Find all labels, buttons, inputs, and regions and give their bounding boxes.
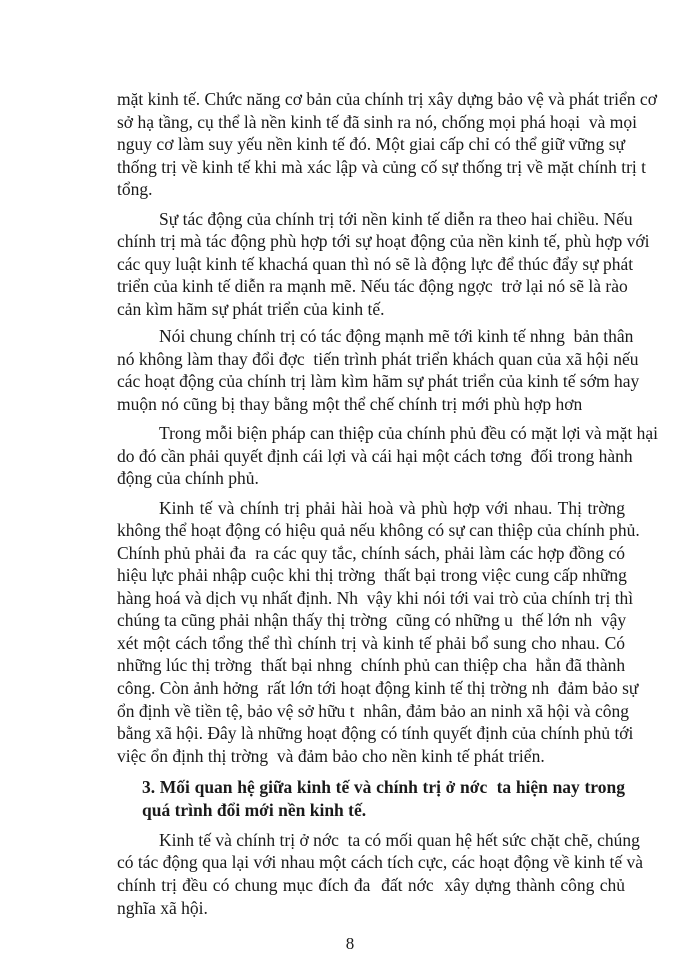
text-line: hàng hoá và dịch vụ nhất định. Nh vậy khi nói tới vai trò của chính trị thì <box>117 587 634 608</box>
text-line: chính trị đều có chung mục đích đa đất nớc xây dựng thành công chủ <box>117 874 625 895</box>
text-line: những lúc thị trờng thất bại nhng chính phủ can thiệp cha hẳn đã thành <box>117 655 626 676</box>
text-line: do đó cần phải quyết định cái lợi và cái hại một cách tơng đối trong hành <box>117 445 633 466</box>
text-line: sở hạ tầng, cụ thể là nền kinh tế đã sinh ra nó, chống mọi phá hoại và mọi <box>117 111 638 132</box>
text-line: động của chính phủ. <box>117 468 259 489</box>
text-line: muộn nó cũng bị thay bằng một thể chế chính trị mới phù hợp hơn <box>117 393 583 414</box>
text-line: việc ổn định thị trờng và đảm bảo cho nền kinh tế phát triển. <box>117 745 545 766</box>
text-line: nghĩa xã hội. <box>117 897 208 918</box>
text-line: bằng xã hội. Đây là những hoạt động có tính quyết định của chính phủ tới <box>117 723 634 744</box>
text-line: Kinh tế và chính trị phải hài hoà và phù hợp với nhau. Thị trờng <box>159 497 625 518</box>
text-line: các quy luật kinh tế khachá quan thì nó sẽ là động lực để thúc đẩy sự phát <box>117 253 634 274</box>
page-number: 8 <box>345 934 355 953</box>
text-line: thống trị về kinh tế khi mà xác lập và củng cố sự thống trị về mặt chính trị t <box>117 156 647 177</box>
text-line: Trong mỗi biện pháp can thiệp của chính phủ đều có mặt lợi và mặt hại <box>159 423 658 444</box>
text-line: nguy cơ làm suy yếu nền kinh tế đó. Một giai cấp chỉ có thể giữ vững sự <box>117 134 625 155</box>
text-line: có tác động qua lại với nhau một cách tích cực, các hoạt động về kinh tế và <box>117 852 644 873</box>
text-line: công. Còn ảnh hởng rất lớn tới hoạt động kinh tế thị trờng nh đảm bảo sự <box>117 677 639 698</box>
section-heading: 3. Mối quan hệ giữa kinh tế và chính trị ở nớc ta hiện nay trong <box>142 776 625 797</box>
text-line: cản kìm hãm sự phát triển của kinh tế. <box>117 298 385 319</box>
text-line: chúng ta cũng phải nhận thấy thị trờng cũng có những u thế lớn nh vậy <box>117 610 627 631</box>
text-line: ổn định về tiền tệ, bảo vệ sở hữu t nhân, đảm bảo an ninh xã hội và công <box>117 700 630 721</box>
text-line: Nói chung chính trị có tác động mạnh mẽ tới kinh tế nhng bản thân <box>159 326 634 347</box>
text-line: không thể hoạt động có hiệu quả nếu không có sự can thiệp của chính phủ. <box>117 520 640 541</box>
text-line: Sự tác động của chính trị tới nền kinh tế diễn ra theo hai chiều. Nếu <box>159 208 633 229</box>
text-line: Kinh tế và chính trị ở nớc ta có mối quan hệ hết sức chặt chẽ, chúng <box>159 829 640 850</box>
text-line: các hoạt động của chính trị làm kìm hãm sự phát triển của kinh tế sớm hay <box>117 371 640 392</box>
text-line: chính trị mà tác động phù hợp tới sự hoạt động của nền kinh tế, phù hợp với <box>117 231 650 252</box>
text-line: Chính phủ phải đa ra các quy tắc, chính sách, phải làm các hợp đồng có <box>117 542 625 563</box>
text-line: mặt kinh tế. Chức năng cơ bản của chính trị xây dựng bảo vệ và phát triển cơ <box>117 89 657 109</box>
text-line: nó không làm thay đổi đợc tiến trình phát triển khách quan của xã hội nếu <box>117 348 639 369</box>
text-line: triển của kinh tế diễn ra mạnh mẽ. Nếu tác động ngợc trở lại nó sẽ là rào <box>117 276 628 297</box>
section-heading: quá trình đổi mới nền kinh tế. <box>142 799 367 820</box>
text-line: xét một cách tổng thể thì chính trị và kinh tế phải bổ sung cho nhau. Có <box>117 632 625 653</box>
text-line: tổng. <box>117 179 153 200</box>
text-line: hiệu lực phải nhập cuộc khi thị trờng thất bại trong việc cung cấp những <box>117 565 627 586</box>
